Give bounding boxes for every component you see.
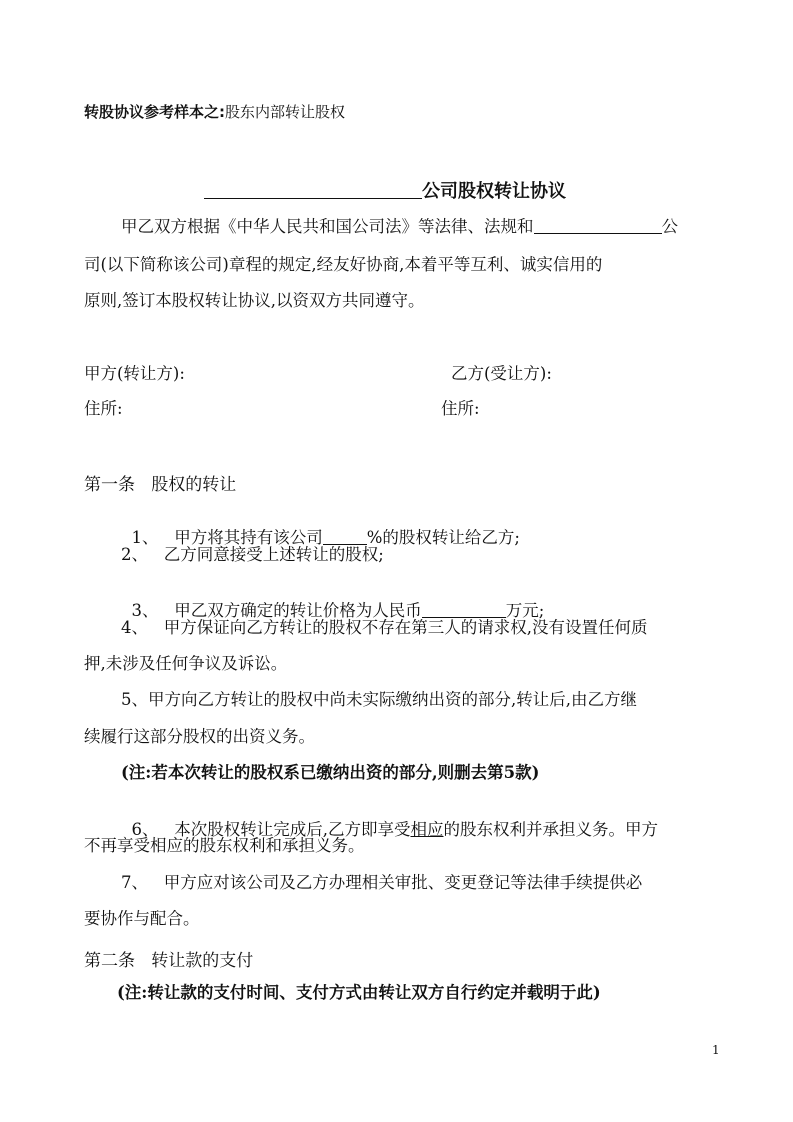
item1-text-b: %的股权转让给乙方;: [366, 528, 520, 547]
article1-item1: [121, 508, 520, 548]
document-title: [204, 177, 566, 203]
share-percent-blank[interactable]: [323, 528, 367, 545]
article1-item2: 2、 乙方同意接受上述转让的股权;: [121, 545, 384, 564]
intro-text-a: 甲乙双方根据《中华人民共和国公司法》等法律、法规和: [121, 217, 534, 236]
article1-item7-line2: 要协作与配合。: [84, 909, 200, 928]
header-normal: 股东内部转让股权: [225, 103, 346, 121]
article1-item3: [121, 581, 544, 621]
intro-text-b: 公: [661, 217, 678, 236]
address-a-label: 住所:: [84, 399, 123, 418]
header-bold: 转股协议参考样本之:: [84, 103, 225, 121]
intro-line-2: 司(以下简称该公司)章程的规定,经友好协商,本着平等互利、诚实信用的: [84, 255, 603, 274]
item3-text-b: 万元;: [505, 601, 545, 620]
article2-note: (注:转让款的支付时间、支付方式由转让双方自行约定并载明于此): [117, 983, 601, 1002]
article1-heading: 第一条 股权的转让: [84, 475, 237, 495]
title-text: 公司股权转让协议: [422, 181, 566, 202]
item6-text-a: 6、 本次股权转让完成后,乙方即享受: [131, 820, 411, 839]
page-number: 1: [712, 1043, 720, 1057]
article1-item5-line1: 5、甲方向乙方转让的股权中尚未实际缴纳出资的部分,转让后,由乙方继: [121, 690, 637, 709]
price-blank[interactable]: [422, 601, 506, 618]
article1-item5-line2: 续履行这部分股权的出资义务。: [84, 727, 315, 746]
article1-item4-line1: 4、 甲方保证向乙方转让的股权不存在第三人的请求权,没有设置任何质: [121, 618, 648, 637]
company-name-blank[interactable]: [204, 182, 422, 199]
article1-item6-line1: [121, 800, 658, 840]
item3-text-a: 3、 甲乙双方确定的转让价格为人民币: [131, 601, 422, 620]
address-b-label: 住所:: [441, 399, 480, 418]
item1-text-a: 1、 甲方将其持有该公司: [131, 528, 323, 547]
header-line: [84, 101, 345, 122]
party-b-label: 乙方(受让方):: [451, 364, 552, 383]
article2-heading: 第二条 转让款的支付: [84, 951, 254, 971]
article1-item6-line2: 不再享受相应的股东权利和承担义务。: [84, 836, 365, 855]
party-a-label: 甲方(转让方):: [84, 364, 185, 383]
article1-note: (注:若本次转让的股权系已缴纳出资的部分,则删去第5款): [121, 763, 540, 782]
intro-line-1: [121, 217, 678, 237]
item6-text-c: 的股东权利并承担义务。甲方: [443, 820, 658, 839]
article1-item4-line2: 押,未涉及任何争议及诉讼。: [84, 654, 288, 673]
intro-line-3: 原则,签订本股权转让协议,以资双方共同遵守。: [84, 291, 425, 310]
article1-item7-line1: 7、 甲方应对该公司及乙方办理相关审批、变更登记等法律手续提供必: [121, 873, 643, 892]
item6-underlined-text: 相应: [410, 820, 444, 839]
intro-company-blank[interactable]: [534, 217, 662, 234]
